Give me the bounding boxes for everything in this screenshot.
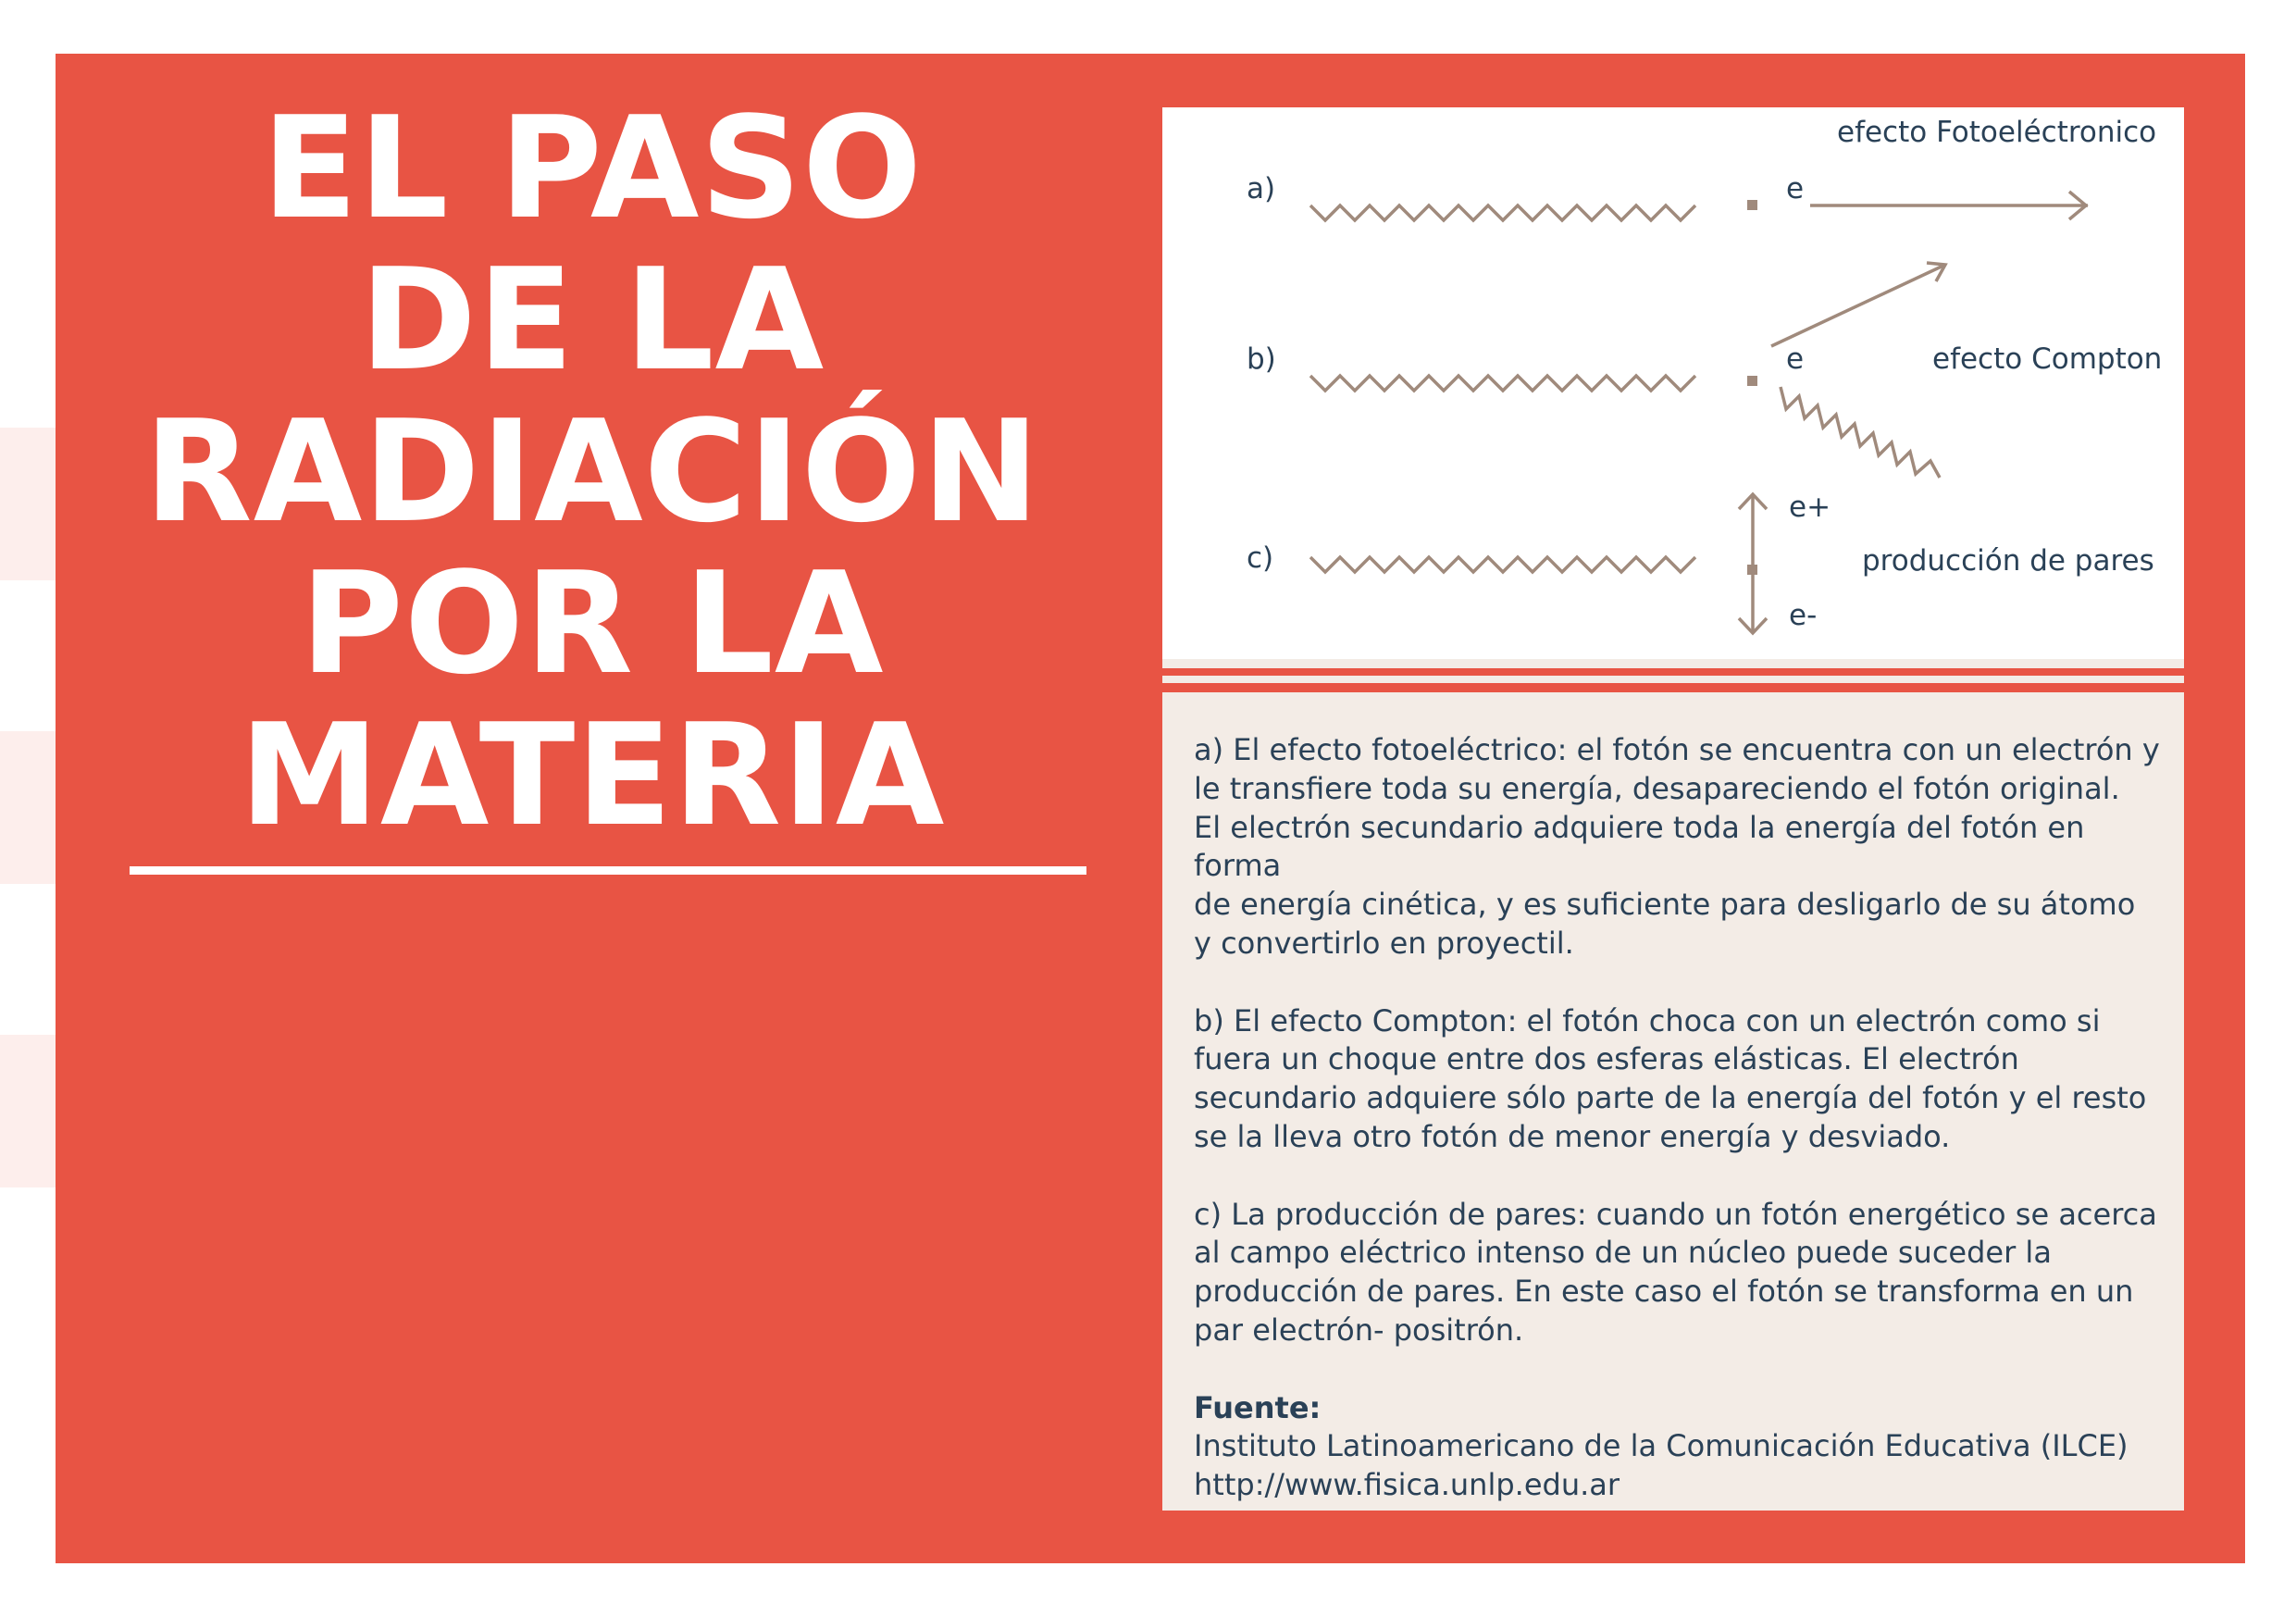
particle-label-b: e (1786, 342, 1805, 376)
paragraph-b: b) El efecto Compton: el fotón choca con un electrón como si fuera un choque entre dos esferas elásticas. El electrón secundario adquiere sólo parte de la energía del fotón y el resto se la lleva otro fotón de menor energía y desviado. (1194, 1002, 2147, 1154)
particle-label-c-plus: e+ (1789, 491, 1831, 524)
explanation-text (1194, 731, 2175, 1505)
electron-arrow-b (1771, 265, 1945, 346)
scattered-photon-wave-b (1781, 387, 1940, 478)
title-underline (130, 866, 1086, 875)
nucleus-dot-b (1747, 376, 1757, 386)
page-title (111, 86, 1074, 857)
title-line-5: MATERIA (239, 693, 946, 857)
separator-band-1 (1162, 659, 2184, 668)
particle-label-a: e (1786, 172, 1805, 205)
photon-wave-c (1310, 557, 1695, 572)
effect-label-a: efecto Fotoeléctronico (1837, 116, 2157, 149)
label-b: b) (1247, 342, 1276, 376)
decor-stripe-3 (0, 1035, 56, 1187)
nucleus-dot-a (1747, 200, 1757, 210)
title-line-2: DE LA (359, 238, 825, 402)
paragraph-a: a) El efecto fotoeléctrico: el fotón se encuentra con un electrón y le transfiere toda su energía, desapareciendo el fotón original. El electrón secundario adquiere toda la energía del fotón en forma de energía cinética, y es suficiente para desligarlo de su átomo y convertirlo en proyectil. (1194, 732, 2160, 961)
decor-stripe-2 (0, 731, 56, 884)
label-c: c) (1247, 541, 1274, 575)
effect-label-b: efecto Compton (1932, 342, 2163, 376)
decor-stripe-1 (0, 428, 56, 580)
title-line-4: POR LA (300, 541, 885, 705)
particle-label-c-minus: e- (1789, 599, 1818, 632)
effect-label-c: producción de pares (1862, 544, 2154, 578)
photon-wave-a (1310, 205, 1695, 220)
nucleus-dot-c (1747, 565, 1757, 575)
title-line-3: RADIACIÓN (143, 390, 1041, 553)
source-heading: Fuente: (1194, 1389, 1322, 1425)
paragraph-c: c) La producción de pares: cuando un fotón energético se acerca al campo eléctrico intenso de un núcleo puede suceder la producción de pares. En este caso el fotón se transforma en un par electrón- positrón. (1194, 1196, 2157, 1348)
photon-wave-b (1310, 376, 1695, 391)
separator-band-2 (1162, 676, 2184, 683)
title-line-1: EL PASO (261, 86, 924, 250)
source-text: Instituto Latinoamericano de la Comunicación Educativa (ILCE) http://www.fisica.unlp.edu.ar (1194, 1428, 2128, 1503)
label-a: a) (1247, 172, 1276, 205)
